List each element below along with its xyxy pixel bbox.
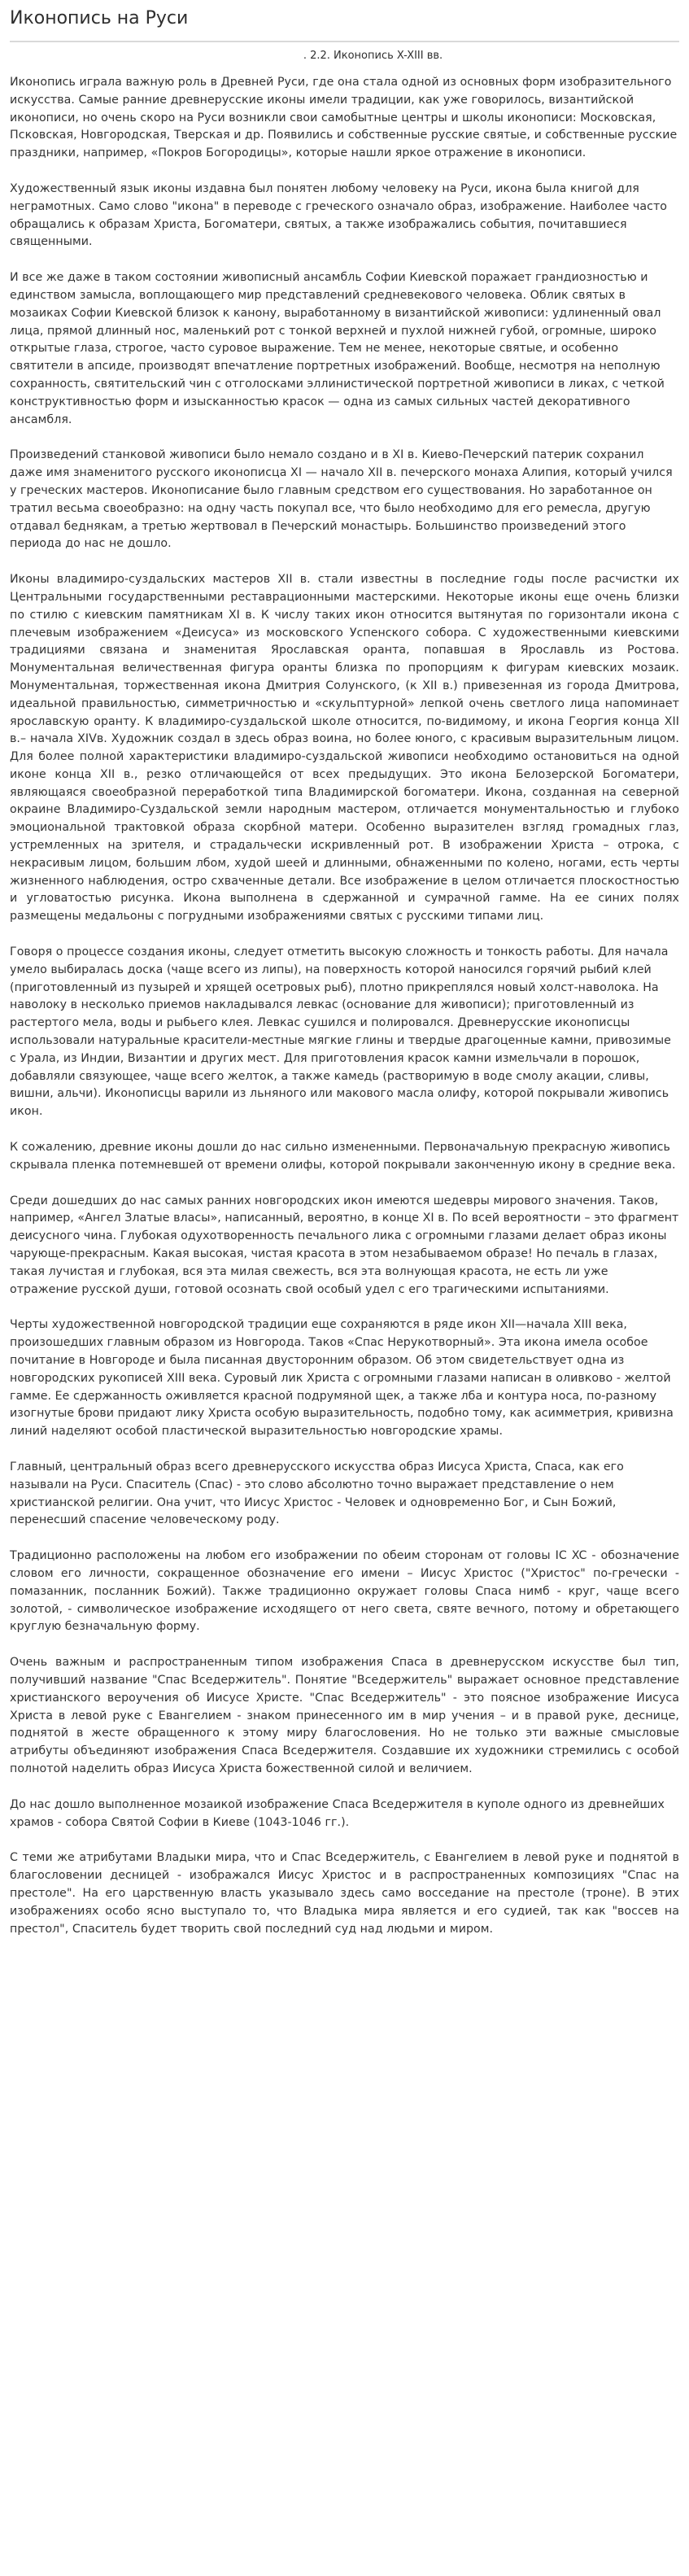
paragraph-image-of-christ: Главный, центральный образ всего древнерусского искусства образ Иисуса Христа, Спаса, как его называли на Руси. Спаситель (Спас) - это слово абсолютно точно выражает представление о нем христианской религии. Она учит, что Иисус Христос - Человек и одновременно Бог, и Сын Божий, перенесший спасение человеческому роду.	[10, 1460, 624, 1527]
page-title: Иконопись на Руси	[10, 8, 189, 28]
paragraph-pantocrator: Очень важным и распространенным типом изображения Спаса в древнерусском искусстве был тип, получивший название "Спас Вседержитель". Понятие "Вседержитель" выражает основное представление христианского вероучения об Иисусе Христе. "Спас Вседержитель" - это поясное изображение Иисуса Христа в левой руке с Евангелием - знаком принесенного им в мир учения – и в правой руке, деснице, поднятой в жесте обращенного к этому миру благословения. Но не только эти важные смысловые атрибуты объединяют изображения Спаса Вседержителя. Создавшие их художники стремились с особой полнотой наделить образ Иисуса Христа божественной силой и величием.	[10, 1656, 679, 1775]
paragraph-easel-painting: Произведений станковой живописи было немало создано и в XI в. Киево-Печерский патерик сохранил даже имя знаменитого русского иконописца XI — начало XII в. печерского монаха Алипия, который учился у греческих мастеров. Иконописание было главным средством его существования. Но заработанное он тратил весьма своеобразно: на одну часть покупал все, что было необходимо для его ремесла, другую отдавал беднякам, а третью жертвовал в Печерский монастырь. Большинство произведений этого периода до нас не дошло.	[10, 448, 673, 551]
paragraph-altered-icons: К сожалению, древние иконы дошли до нас сильно измененными. Первоначальную прекрасную живопись скрывала пленка потемневшей от времени олифы, которой покрывали законченную икону в средние века.	[10, 1141, 676, 1172]
paragraph-novgorod-icons: Среди дошедших до нас самых ранних новгородских икон имеются шедевры мирового значения. Таков, например, «Ангел Златые власы», написанный, вероятно, в конце XI в. По всей вероятности – это фрагмент деисусного чина. Глубокая одухотворенность печального лика с огромными глазами делает образ иконы чарующе-прекрасным. Какая высокая, чистая красота в этом незабываемом образе! Но печаль в глазах, такая лучистая и глубокая, вся эта милая свежесть, вся эта волнующая красота, не есть ли уже отражение русской души, готовой осознать свой особый удел с его трагическими испытаниями.	[10, 1194, 679, 1296]
paragraph-icon-creation: Говоря о процессе создания иконы, следует отметить высокую сложность и тонкость работы. Для начала умело выбиралась доска (чаще всего из липы), на поверхность которой наносился горячий рыбий клей (приготовленный из пузырей и хрящей осетровых рыб), плотно прикреплялся новый холст-наволока. На наволоку в несколько приемов накладывался левкас (основание для живописи); приготовленный из растертого мела, воды и рыбьего клея. Левкас сушился и полировался. Древнерусские иконописцы использовали натуральные красители-местные мягкие глины и твердые драгоценные камни, привозимые с Урала, из Индии, Византии и других мест. Для приготовления красок камни измельчали в порошок, добавляли связующее, чаще всего желток, а также камедь (растворимую в воде смолу акации, сливы, вишни, альчи). Иконописцы варили из льняного или макового масла олифу, которой покрывали живопись икон.	[10, 945, 671, 1119]
paragraph-spas-on-throne: С теми же атрибутами Владыки мира, что и Спас Вседержитель, с Евангелием в левой руке и поднятой в благословении десницей - изображался Иисус Христос и в распространенных композициях "Спас на престоле". На его царственную власть указывало здесь само восседание на престоле (троне). В этих изображениях особо ясно выступало то, что Владыка мира является и его судией, так как "воссев на престол", Спаситель будет творить свой последний суд над людьми и миром.	[10, 1851, 679, 1936]
article-body	[10, 66, 679, 1938]
paragraph-vladimir-suzdal: Иконы владимиро-суздальских мастеров XII в. стали известны в последние годы после расчистки их Центральными государственными реставрационными мастерскими. Некоторые иконы еще очень близки по стилю с киевским памятникам XI в. К числу таких икон относится вытянутая по горизонтали икона с плечевым изображением «Деисуса» из московского Успенского собора. С художественными киевскими традициями связана и знаменитая Ярославская оранта, попавшая в Ярославль из Ростова. Монументальная величественная фигура оранты близка по пропорциям к фигурам киевских мозаик. Монументальная, торжественная икона Дмитрия Солунского, (к XII в.) привезенная из города Дмитрова, идеальной правильностью, симметричностью и «скульптурной» лепкой очень светлого лица напоминает ярославскую оранту. К владимиро-суздальской школе относится, по-видимому, и икона Георгия конца XII в.– начала XIVв. Художник создал в здесь образ воина, но более юного, с красивым выразительным лицом. Для более полной характеристики владимиро-суздальской живописи необходимо остановиться на одной иконе конца XII в., резко отличающейся от всех предыдущих. Это икона Белозерской Богоматери, являющаяся своеобразной переработкой типа Владимирской богоматери. Икона, созданная на северной окраине Владимиро-Суздальской земли народным мастером, отличается монументальностью и глубоко эмоциональной трактовкой образа скорбной матери. Особенно выразителен взгляд громадных глаз, устремленных на зрителя, и страдальчески искривленный рот. В изображении Христа – отрока, с некрасивым лицом, большим лбом, худой шеей и длинными, обнаженными по колено, ногами, есть черты жизненного наблюдения, остро схваченные детали. Все изображение в целом отличается плоскостностью и угловатостью рисунка. Икона выполнена в сдержанной и сумрачной гамме. На ее синих полях размещены медальоны с погрудными изображениями святых с русскими типами лиц.	[10, 573, 679, 923]
paragraph-novgorod-tradition: Черты художественной новгородской традиции еще сохраняются в ряде икон XII—начала XIII века, произошедших главным образом из Новгорода. Таков «Спас Нерукотворный». Эта икона имела особое почитание в Новгороде и была писанная двусторонним образом. Об этом свидетельствует одна из новгородских рукописей XIII века. Суровый лик Христа с огромными глазами написан в оливково - желтой гамме. Ее сдержанность оживляется красной подрумяной щек, а также лба и контура носа, по-разному изогнутые брови придают лику Христа особую выразительность, подобно тому, как асимметрия, кривизна линий наделяют особой пластической выразительностью новгородские храмы.	[10, 1318, 674, 1439]
title-bar	[10, 0, 679, 42]
section-subtitle: . 2.2. Иконопись X-XIII вв.	[303, 50, 443, 62]
paragraph-ic-xc: Традиционно расположены на любом его изображении по обеим сторонам от головы IC XC - обозначение словом его личности, сокращенное обозначение его имени – Иисус Христос ("Христос" по-гречески - помазанник, посланник Божий). Также традиционно окружает головы Спаса нимб - круг, чаще всего золотой, - символическое изображение исходящего от него света, святе вечного, потому и обретающего круглую безначальную форму.	[10, 1549, 679, 1634]
paragraph-sofia-kiev: И все же даже в таком состоянии живописный ансамбль Софии Киевской поражает грандиозностью и единством замысла, воплощающего мир представлений средневекового человека. Облик святых в мозаиках Софии Киевской близок к канону, выработанному в византийской живописи: удлиненный овал лица, прямой длинный нос, маленький рот с тонкой верхней и пухлой нижней губой, огромные, широко открытые глаза, строгое, часто суровое выражение. Тем не менее, некоторые святые, и особенно святители в апсиде, производят впечатление портретных изображений. Вообще, несмотря на неполную сохранность, святительский чин с отголосками эллинистической портретной живописи в ликах, с четкой конструктивностью форм и изысканностью красок — одна из самых сильных частей декоративного ансамбля.	[10, 271, 665, 426]
paragraph-icon-language: Художественный язык иконы издавна был понятен любому человеку на Руси, икона была книгой для неграмотных. Само слово "икона" в переводе с греческого означало образ, изображение. Наиболее часто обращались к образам Христа, Богоматери, святых, а также изображались события, почитавшиеся священными.	[10, 181, 667, 249]
paragraph-mosaic: До нас дошло выполненное мозаикой изображение Спаса Вседержителя в куполе одного из древнейших храмов - собора Святой Софии в Киеве (1043-1046 гг.).	[10, 1797, 665, 1829]
paragraph-intro: Иконопись играла важную роль в Древней Руси, где она стала одной из основных форм изобразительного искусства. Самые ранние древнерусские иконы имели традиции, как уже говорилось, византийской иконописи, но очень скоро на Руси возникли свои самобытные центры и школы иконописи: Московская, Псковская, Новгородская, Тверская и др. Появились и собственные русские святые, и собственные русские праздники, например, «Покров Богородицы», которые нашли яркое отражение в иконописи.	[10, 76, 678, 160]
